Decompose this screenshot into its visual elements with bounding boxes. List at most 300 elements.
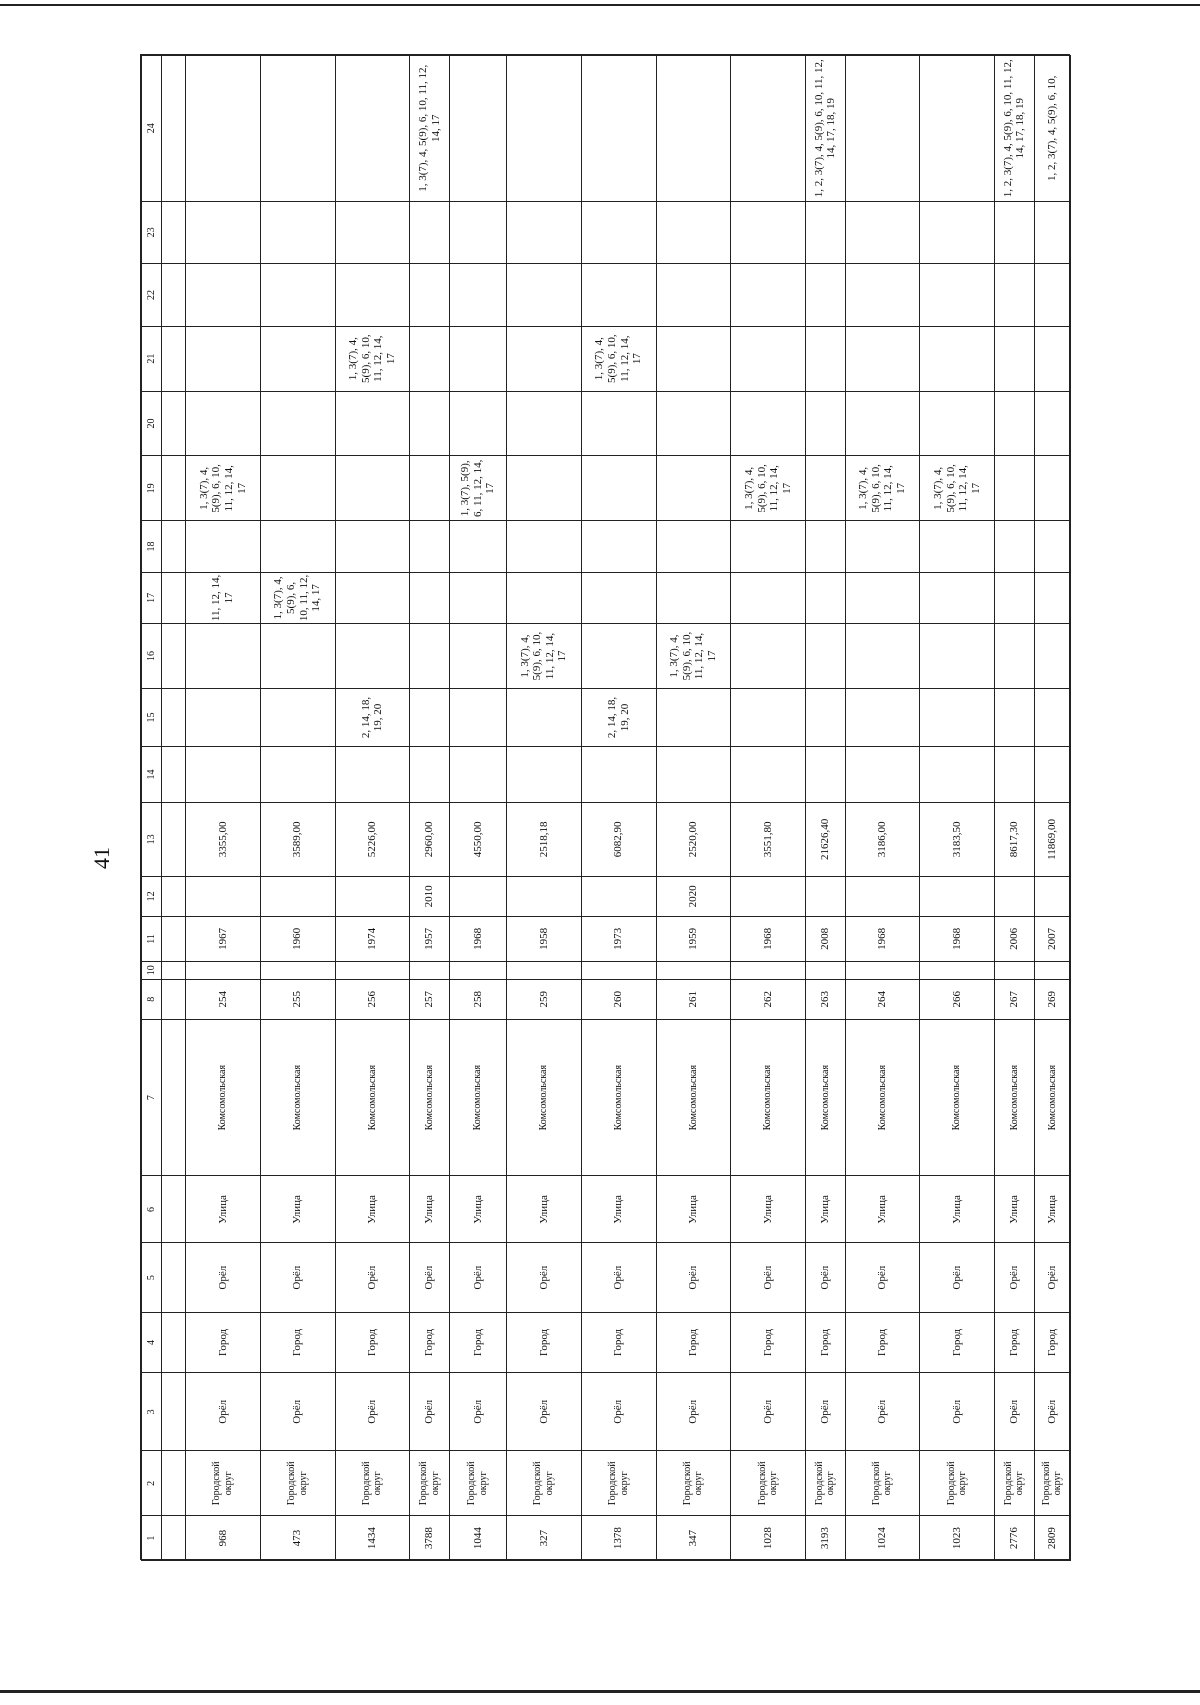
cell-col-5: Орёл <box>656 1243 731 1312</box>
cell-col-5: Орёл <box>410 1243 449 1312</box>
cell-col-16: 1, 3(7), 4, 5(9), 6, 10, 11, 12, 14, 17 <box>656 624 731 689</box>
cell-col-4: Город <box>449 1312 506 1372</box>
cell-col-12 <box>186 876 261 916</box>
blank-cell <box>162 1373 186 1451</box>
cell-col-19: 1, 3(7), 4, 5(9), 6, 10, 11, 12, 14, 17 <box>920 456 995 521</box>
cell-col-19 <box>995 456 1034 521</box>
column-header-3: 3 <box>142 1373 162 1451</box>
cell-col-16 <box>581 624 656 689</box>
cell-col-8: 264 <box>845 979 920 1019</box>
cell-col-17 <box>581 572 656 623</box>
cell-col-14 <box>731 747 806 803</box>
cell-col-2: Городской округ <box>806 1451 845 1516</box>
cell-col-21 <box>920 326 995 391</box>
cell-col-16 <box>731 624 806 689</box>
cell-col-14 <box>656 747 731 803</box>
cell-col-15 <box>920 688 995 746</box>
cell-col-8: 259 <box>506 979 581 1019</box>
cell-col-19 <box>1034 456 1070 521</box>
cell-col-15 <box>260 688 335 746</box>
blank-cell <box>162 979 186 1019</box>
cell-col-18 <box>186 521 261 572</box>
cell-col-10 <box>449 961 506 979</box>
cell-col-8: 256 <box>335 979 410 1019</box>
blank-cell <box>162 1243 186 1312</box>
cell-col-11: 1973 <box>581 917 656 962</box>
cell-col-8: 263 <box>806 979 845 1019</box>
cell-col-11: 1968 <box>920 917 995 962</box>
cell-col-20 <box>731 391 806 456</box>
cell-col-1: 1434 <box>335 1516 410 1561</box>
cell-col-22 <box>410 264 449 327</box>
cell-col-8: 262 <box>731 979 806 1019</box>
cell-col-4: Город <box>581 1312 656 1372</box>
cell-col-6: Улица <box>449 1176 506 1243</box>
cell-col-6: Улица <box>731 1176 806 1243</box>
cell-col-21 <box>260 326 335 391</box>
blank-cell <box>162 572 186 623</box>
cell-col-1: 347 <box>656 1516 731 1561</box>
rotated-table-container <box>141 55 1071 1561</box>
column-header-10: 10 <box>142 961 162 979</box>
cell-col-22 <box>731 264 806 327</box>
cell-col-6: Улица <box>581 1176 656 1243</box>
cell-col-19 <box>581 456 656 521</box>
cell-col-22 <box>186 264 261 327</box>
column-header-15: 15 <box>142 688 162 746</box>
cell-col-24 <box>335 56 410 202</box>
cell-col-14 <box>581 747 656 803</box>
cell-col-1: 2776 <box>995 1516 1034 1561</box>
cell-col-15 <box>845 688 920 746</box>
cell-col-10 <box>506 961 581 979</box>
cell-col-1: 473 <box>260 1516 335 1561</box>
cell-col-16 <box>920 624 995 689</box>
cell-col-5: Орёл <box>260 1243 335 1312</box>
cell-col-7: Комсомольская <box>731 1019 806 1176</box>
cell-col-1: 1024 <box>845 1516 920 1561</box>
cell-col-6: Улица <box>410 1176 449 1243</box>
cell-col-23 <box>806 201 845 264</box>
cell-col-13: 3186,00 <box>845 803 920 877</box>
cell-col-12 <box>581 876 656 916</box>
cell-col-6: Улица <box>920 1176 995 1243</box>
cell-col-19 <box>335 456 410 521</box>
cell-col-2: Городской округ <box>656 1451 731 1516</box>
cell-col-12: 2020 <box>656 876 731 916</box>
column-header-23: 23 <box>142 201 162 264</box>
cell-col-13: 11869,00 <box>1034 803 1070 877</box>
cell-col-1: 3788 <box>410 1516 449 1561</box>
cell-col-12: 2010 <box>410 876 449 916</box>
housing-register-table <box>141 55 1071 1561</box>
cell-col-2: Городской округ <box>186 1451 261 1516</box>
cell-col-11: 1967 <box>186 917 261 962</box>
cell-col-7: Комсомольская <box>1034 1019 1070 1176</box>
cell-col-12 <box>506 876 581 916</box>
cell-col-22 <box>581 264 656 327</box>
column-header-6: 6 <box>142 1176 162 1243</box>
blank-cell <box>162 56 186 202</box>
cell-col-20 <box>410 391 449 456</box>
table-row <box>335 56 410 1561</box>
cell-col-7: Комсомольская <box>260 1019 335 1176</box>
cell-col-3: Орёл <box>260 1373 335 1451</box>
cell-col-20 <box>995 391 1034 456</box>
table-row <box>845 56 920 1561</box>
cell-col-4: Город <box>845 1312 920 1372</box>
cell-col-1: 1023 <box>920 1516 995 1561</box>
cell-col-10 <box>995 961 1034 979</box>
table-row <box>1034 56 1070 1561</box>
cell-col-23 <box>506 201 581 264</box>
cell-col-1: 3193 <box>806 1516 845 1561</box>
cell-col-4: Город <box>920 1312 995 1372</box>
blank-cell <box>162 264 186 327</box>
cell-col-6: Улица <box>260 1176 335 1243</box>
cell-col-14 <box>335 747 410 803</box>
blank-cell <box>162 1176 186 1243</box>
cell-col-10 <box>1034 961 1070 979</box>
cell-col-24 <box>581 56 656 202</box>
cell-col-21 <box>656 326 731 391</box>
cell-col-24: 1, 3(7), 4, 5(9), 6, 10, 11, 12, 14, 17 <box>410 56 449 202</box>
cell-col-3: Орёл <box>1034 1373 1070 1451</box>
cell-col-7: Комсомольская <box>920 1019 995 1176</box>
cell-col-23 <box>920 201 995 264</box>
cell-col-19 <box>506 456 581 521</box>
cell-col-1: 2809 <box>1034 1516 1070 1561</box>
cell-col-15 <box>410 688 449 746</box>
cell-col-3: Орёл <box>581 1373 656 1451</box>
cell-col-2: Городской округ <box>920 1451 995 1516</box>
cell-col-18 <box>335 521 410 572</box>
cell-col-7: Комсомольская <box>845 1019 920 1176</box>
cell-col-7: Комсомольская <box>410 1019 449 1176</box>
cell-col-3: Орёл <box>186 1373 261 1451</box>
cell-col-22 <box>656 264 731 327</box>
cell-col-3: Орёл <box>920 1373 995 1451</box>
cell-col-20 <box>335 391 410 456</box>
blank-cell <box>162 521 186 572</box>
cell-col-6: Улица <box>1034 1176 1070 1243</box>
cell-col-13: 3355,00 <box>186 803 261 877</box>
blank-cell <box>162 391 186 456</box>
blank-cell <box>162 1312 186 1372</box>
cell-col-14 <box>995 747 1034 803</box>
cell-col-12 <box>335 876 410 916</box>
cell-col-2: Городской округ <box>731 1451 806 1516</box>
cell-col-3: Орёл <box>506 1373 581 1451</box>
cell-col-7: Комсомольская <box>506 1019 581 1176</box>
cell-col-19: 1, 3(7), 4, 5(9), 6, 10, 11, 12, 14, 17 <box>845 456 920 521</box>
table-row <box>806 56 845 1561</box>
cell-col-3: Орёл <box>806 1373 845 1451</box>
cell-col-11: 1960 <box>260 917 335 962</box>
cell-col-19: 1, 3(7), 4, 5(9), 6, 10, 11, 12, 14, 17 <box>186 456 261 521</box>
cell-col-15 <box>806 688 845 746</box>
cell-col-2: Городской округ <box>260 1451 335 1516</box>
cell-col-11: 2008 <box>806 917 845 962</box>
blank-cell <box>162 688 186 746</box>
cell-col-3: Орёл <box>656 1373 731 1451</box>
column-header-4: 4 <box>142 1312 162 1372</box>
blank-cell <box>162 917 186 962</box>
cell-col-5: Орёл <box>995 1243 1034 1312</box>
cell-col-22 <box>920 264 995 327</box>
cell-col-2: Городской округ <box>1034 1451 1070 1516</box>
cell-col-23 <box>581 201 656 264</box>
cell-col-21 <box>995 326 1034 391</box>
cell-col-17 <box>920 572 995 623</box>
cell-col-1: 1378 <box>581 1516 656 1561</box>
cell-col-13: 3589,00 <box>260 803 335 877</box>
cell-col-14 <box>186 747 261 803</box>
cell-col-24 <box>260 56 335 202</box>
cell-col-22 <box>260 264 335 327</box>
cell-col-6: Улица <box>335 1176 410 1243</box>
cell-col-14 <box>260 747 335 803</box>
cell-col-10 <box>845 961 920 979</box>
cell-col-2: Городской округ <box>335 1451 410 1516</box>
blank-cell <box>162 747 186 803</box>
cell-col-1: 327 <box>506 1516 581 1561</box>
table-row <box>656 56 731 1561</box>
column-header-7: 7 <box>142 1019 162 1176</box>
cell-col-16 <box>449 624 506 689</box>
cell-col-16 <box>410 624 449 689</box>
cell-col-7: Комсомольская <box>581 1019 656 1176</box>
blank-cell <box>162 876 186 916</box>
cell-col-10 <box>410 961 449 979</box>
blank-cell <box>162 326 186 391</box>
cell-col-13: 6082,90 <box>581 803 656 877</box>
cell-col-15 <box>449 688 506 746</box>
cell-col-4: Город <box>335 1312 410 1372</box>
cell-col-24: 1, 2, 3(7), 4, 5(9), 6, 10, 11, 12, 14, 17, 18, 19 <box>995 56 1034 202</box>
cell-col-17 <box>806 572 845 623</box>
cell-col-6: Улица <box>845 1176 920 1243</box>
table-row <box>731 56 806 1561</box>
cell-col-11: 1957 <box>410 917 449 962</box>
cell-col-10 <box>731 961 806 979</box>
cell-col-24: 1, 2, 3(7), 4, 5(9), 6, 10, 11, 12, 14, 17, 18, 19 <box>806 56 845 202</box>
blank-spacer-row <box>162 56 186 1561</box>
cell-col-22 <box>806 264 845 327</box>
cell-col-16 <box>186 624 261 689</box>
cell-col-1: 968 <box>186 1516 261 1561</box>
cell-col-20 <box>260 391 335 456</box>
cell-col-13: 5226,00 <box>335 803 410 877</box>
cell-col-24 <box>920 56 995 202</box>
cell-col-15: 2, 14, 18, 19, 20 <box>335 688 410 746</box>
cell-col-19: 1, 3(7), 5(9), 6, 11, 12, 14, 17 <box>449 456 506 521</box>
table-body <box>162 56 1071 1561</box>
cell-col-14 <box>845 747 920 803</box>
cell-col-16: 1, 3(7), 4, 5(9), 6, 10, 11, 12, 14, 17 <box>506 624 581 689</box>
cell-col-20 <box>806 391 845 456</box>
cell-col-12 <box>449 876 506 916</box>
cell-col-10 <box>656 961 731 979</box>
cell-col-23 <box>186 201 261 264</box>
cell-col-22 <box>506 264 581 327</box>
cell-col-3: Орёл <box>845 1373 920 1451</box>
cell-col-13: 2520,00 <box>656 803 731 877</box>
cell-col-24 <box>845 56 920 202</box>
cell-col-22 <box>1034 264 1070 327</box>
cell-col-6: Улица <box>656 1176 731 1243</box>
cell-col-23 <box>449 201 506 264</box>
table-row <box>995 56 1034 1561</box>
cell-col-16 <box>260 624 335 689</box>
cell-col-17 <box>410 572 449 623</box>
cell-col-22 <box>335 264 410 327</box>
cell-col-23 <box>335 201 410 264</box>
cell-col-20 <box>1034 391 1070 456</box>
cell-col-18 <box>806 521 845 572</box>
cell-col-4: Город <box>995 1312 1034 1372</box>
cell-col-19 <box>806 456 845 521</box>
cell-col-4: Город <box>806 1312 845 1372</box>
cell-col-11: 2007 <box>1034 917 1070 962</box>
cell-col-3: Орёл <box>995 1373 1034 1451</box>
cell-col-10 <box>335 961 410 979</box>
cell-col-16 <box>1034 624 1070 689</box>
cell-col-13: 2960,00 <box>410 803 449 877</box>
cell-col-18 <box>581 521 656 572</box>
cell-col-3: Орёл <box>731 1373 806 1451</box>
cell-col-8: 254 <box>186 979 261 1019</box>
cell-col-14 <box>506 747 581 803</box>
cell-col-4: Город <box>186 1312 261 1372</box>
cell-col-10 <box>260 961 335 979</box>
column-header-5: 5 <box>142 1243 162 1312</box>
cell-col-15 <box>506 688 581 746</box>
cell-col-24 <box>186 56 261 202</box>
cell-col-5: Орёл <box>731 1243 806 1312</box>
cell-col-22 <box>995 264 1034 327</box>
cell-col-18 <box>410 521 449 572</box>
cell-col-11: 1958 <box>506 917 581 962</box>
cell-col-4: Город <box>731 1312 806 1372</box>
cell-col-15 <box>731 688 806 746</box>
cell-col-21: 1, 3(7), 4, 5(9), 6, 10, 11, 12, 14, 17 <box>581 326 656 391</box>
cell-col-15 <box>656 688 731 746</box>
cell-col-14 <box>449 747 506 803</box>
cell-col-23 <box>260 201 335 264</box>
cell-col-21: 1, 3(7), 4, 5(9), 6, 10, 11, 12, 14, 17 <box>335 326 410 391</box>
table-row <box>449 56 506 1561</box>
cell-col-5: Орёл <box>806 1243 845 1312</box>
cell-col-23 <box>410 201 449 264</box>
cell-col-6: Улица <box>506 1176 581 1243</box>
cell-col-11: 2006 <box>995 917 1034 962</box>
cell-col-8: 260 <box>581 979 656 1019</box>
cell-col-7: Комсомольская <box>806 1019 845 1176</box>
column-header-19: 19 <box>142 456 162 521</box>
cell-col-20 <box>581 391 656 456</box>
cell-col-4: Город <box>656 1312 731 1372</box>
cell-col-2: Городской округ <box>581 1451 656 1516</box>
cell-col-17 <box>506 572 581 623</box>
cell-col-12 <box>806 876 845 916</box>
cell-col-18 <box>995 521 1034 572</box>
blank-cell <box>162 1516 186 1561</box>
blank-cell <box>162 961 186 979</box>
cell-col-2: Городской округ <box>506 1451 581 1516</box>
cell-col-15 <box>186 688 261 746</box>
cell-col-8: 269 <box>1034 979 1070 1019</box>
blank-cell <box>162 803 186 877</box>
cell-col-15 <box>995 688 1034 746</box>
cell-col-5: Орёл <box>449 1243 506 1312</box>
cell-col-5: Орёл <box>186 1243 261 1312</box>
cell-col-10 <box>920 961 995 979</box>
cell-col-16 <box>806 624 845 689</box>
cell-col-21 <box>806 326 845 391</box>
cell-col-20 <box>920 391 995 456</box>
cell-col-17 <box>656 572 731 623</box>
blank-cell <box>162 201 186 264</box>
cell-col-24 <box>506 56 581 202</box>
blank-cell <box>162 456 186 521</box>
cell-col-17 <box>845 572 920 623</box>
cell-col-12 <box>731 876 806 916</box>
cell-col-20 <box>449 391 506 456</box>
cell-col-16 <box>335 624 410 689</box>
cell-col-23 <box>731 201 806 264</box>
page-number: 41 <box>89 847 114 869</box>
cell-col-5: Орёл <box>845 1243 920 1312</box>
cell-col-4: Город <box>506 1312 581 1372</box>
cell-col-3: Орёл <box>335 1373 410 1451</box>
table-row <box>920 56 995 1561</box>
cell-col-13: 8617,30 <box>995 803 1034 877</box>
cell-col-1: 1028 <box>731 1516 806 1561</box>
cell-col-21 <box>1034 326 1070 391</box>
cell-col-5: Орёл <box>920 1243 995 1312</box>
cell-col-3: Орёл <box>410 1373 449 1451</box>
cell-col-20 <box>845 391 920 456</box>
cell-col-24 <box>449 56 506 202</box>
table-row <box>581 56 656 1561</box>
cell-col-23 <box>995 201 1034 264</box>
cell-col-24 <box>656 56 731 202</box>
cell-col-18 <box>656 521 731 572</box>
cell-col-14 <box>410 747 449 803</box>
column-header-13: 13 <box>142 803 162 877</box>
column-header-24: 24 <box>142 56 162 202</box>
cell-col-20 <box>506 391 581 456</box>
cell-col-2: Городской округ <box>845 1451 920 1516</box>
column-header-2: 2 <box>142 1451 162 1516</box>
cell-col-23 <box>1034 201 1070 264</box>
cell-col-8: 261 <box>656 979 731 1019</box>
cell-col-6: Улица <box>806 1176 845 1243</box>
cell-col-1: 1044 <box>449 1516 506 1561</box>
cell-col-10 <box>806 961 845 979</box>
cell-col-16 <box>995 624 1034 689</box>
cell-col-24: 1, 2, 3(7), 4, 5(9), 6, 10, <box>1034 56 1070 202</box>
cell-col-12 <box>995 876 1034 916</box>
blank-cell <box>162 1019 186 1176</box>
table-row <box>410 56 449 1561</box>
cell-col-14 <box>920 747 995 803</box>
cell-col-18 <box>845 521 920 572</box>
cell-col-4: Город <box>1034 1312 1070 1372</box>
cell-col-17 <box>995 572 1034 623</box>
cell-col-10 <box>581 961 656 979</box>
